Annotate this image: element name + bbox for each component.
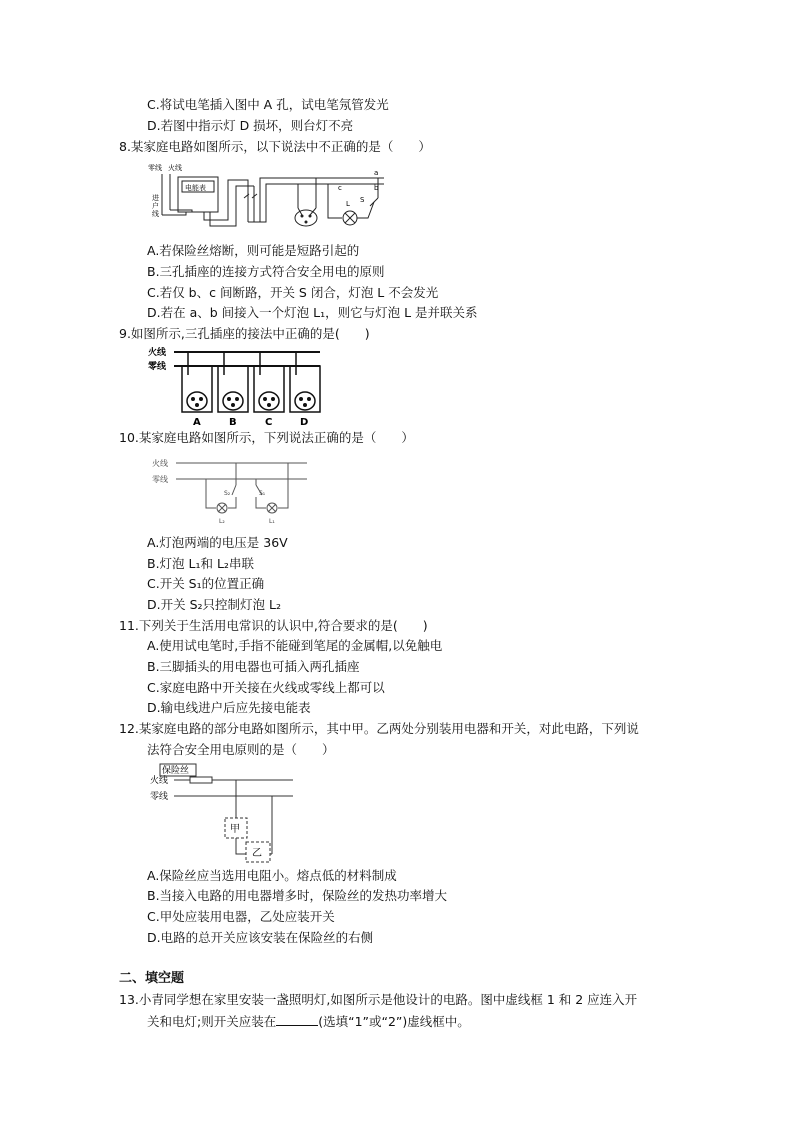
- q12-option-a: A.保险丝应当选用电阻小。熔点低的材料制成: [147, 868, 397, 883]
- question-12-stem-line1: 12.某家庭电路的部分电路如图所示，其中甲。乙两处分别装用电器和开关，对此电路，下列说: [119, 721, 639, 736]
- fig9-label-c: C: [265, 417, 273, 427]
- fig10-live-label: 火线: [152, 459, 168, 468]
- fig8-inlet-2: 户: [152, 202, 159, 210]
- fig8-L: L: [346, 200, 350, 208]
- fig12-live-label: 火线: [150, 776, 169, 786]
- fig8-live-label: 火线: [168, 164, 182, 172]
- q11-option-b: B.三脚插头的用电器也可插入两孔插座: [147, 659, 360, 674]
- fig12-yi: 乙: [252, 848, 262, 859]
- q10-option-d: D.开关 S₂只控制灯泡 L₂: [147, 597, 281, 612]
- section-title: 二、填空题: [119, 971, 185, 986]
- fig12-fuse-label: 保险丝: [162, 766, 190, 776]
- fig8-b: b: [374, 184, 379, 192]
- fig9-label-d: D: [300, 417, 309, 427]
- fig9-label-a: A: [193, 417, 201, 427]
- fig8-c: c: [338, 184, 342, 192]
- fig8-meter-label: 电能表: [185, 184, 206, 192]
- q8-option-d: D.若在 a、b 间接入一个灯泡 L₁，则它与灯泡 L 是并联关系: [147, 305, 478, 320]
- fig10-l2: L₂: [219, 518, 225, 525]
- question-9-socket-figure: [148, 345, 328, 427]
- fig9-label-b: B: [229, 417, 237, 427]
- answer-blank[interactable]: [276, 1013, 318, 1026]
- question-13-line2: [147, 1013, 470, 1030]
- q11-option-d: D.输电线进户后应先接电能表: [147, 700, 311, 715]
- fig10-s1: S₁: [259, 490, 266, 497]
- q8-option-c: C.若仅 b、c 间断路，开关 S 闭合，灯泡 L 不会发光: [147, 285, 439, 300]
- q11-option-c: C.家庭电路中开关接在火线或零线上都可以: [147, 680, 385, 695]
- option-d: D.若图中指示灯 D 损坏，则台灯不亮: [147, 118, 354, 133]
- fig8-inlet-3: 线: [152, 210, 159, 218]
- fig9-live-label: 火线: [148, 348, 167, 358]
- question-12-stem-line2: 法符合安全用电原则的是（ ）: [147, 742, 335, 757]
- fig8-a: a: [374, 169, 379, 177]
- q8-option-a: A.若保险丝熔断，则可能是短路引起的: [147, 243, 360, 258]
- q10-option-b: B.灯泡 L₁和 L₂串联: [147, 556, 254, 571]
- q12-option-d: D.电路的总开关应该安装在保险丝的右侧: [147, 930, 374, 945]
- q13-line2-after-blank: (选填“1”或“2”)虚线框中。: [318, 1014, 470, 1029]
- q8-option-b: B.三孔插座的连接方式符合安全用电的原则: [147, 264, 385, 279]
- fig12-neutral-label: 零线: [150, 792, 169, 802]
- question-13-line1: 13.小青同学想在家里安装一盏照明灯,如图所示是他设计的电路。图中虚线框 1 和 2 应连入开: [119, 992, 638, 1007]
- fig10-l1: L₁: [269, 518, 275, 525]
- question-8-stem: 8.某家庭电路如图所示，以下说法中不正确的是（ ）: [119, 139, 431, 154]
- question-10-stem: 10.某家庭电路如图所示，下列说法正确的是（ ）: [119, 430, 414, 445]
- fig8-inlet-1: 进: [152, 194, 159, 202]
- fig8-neutral-label: 零线: [148, 164, 162, 172]
- q13-line2-before-blank: 关和电灯;则开关应装在: [147, 1014, 277, 1029]
- question-11-stem: 11.下列关于生活用电常识的认识中,符合要求的是( ): [119, 618, 428, 633]
- q10-option-c: C.开关 S₁的位置正确: [147, 576, 265, 591]
- q11-option-a: A.使用试电笔时,手指不能碰到笔尾的金属帽,以免触电: [147, 638, 443, 653]
- question-9-stem: 9.如图所示,三孔插座的接法中正确的是( ): [119, 326, 370, 341]
- q10-option-a: A.灯泡两端的电压是 36V: [147, 535, 288, 550]
- question-8-circuit-figure: [148, 160, 388, 240]
- fig8-S: S: [360, 196, 365, 204]
- fig10-neutral-label: 零线: [152, 475, 168, 484]
- q12-option-c: C.甲处应装用电器，乙处应装开关: [147, 909, 335, 924]
- fig9-neutral-label: 零线: [148, 362, 167, 372]
- option-c: C.将试电笔插入图中 A 孔，试电笔氖管发光: [147, 97, 389, 112]
- fig12-jia: 甲: [230, 824, 240, 835]
- fig10-s2: S₂: [224, 490, 231, 497]
- question-10-circuit-figure: [152, 455, 312, 530]
- q12-option-b: B.当接入电路的用电器增多时，保险丝的发热功率增大: [147, 888, 448, 903]
- question-12-circuit-figure: [148, 762, 298, 866]
